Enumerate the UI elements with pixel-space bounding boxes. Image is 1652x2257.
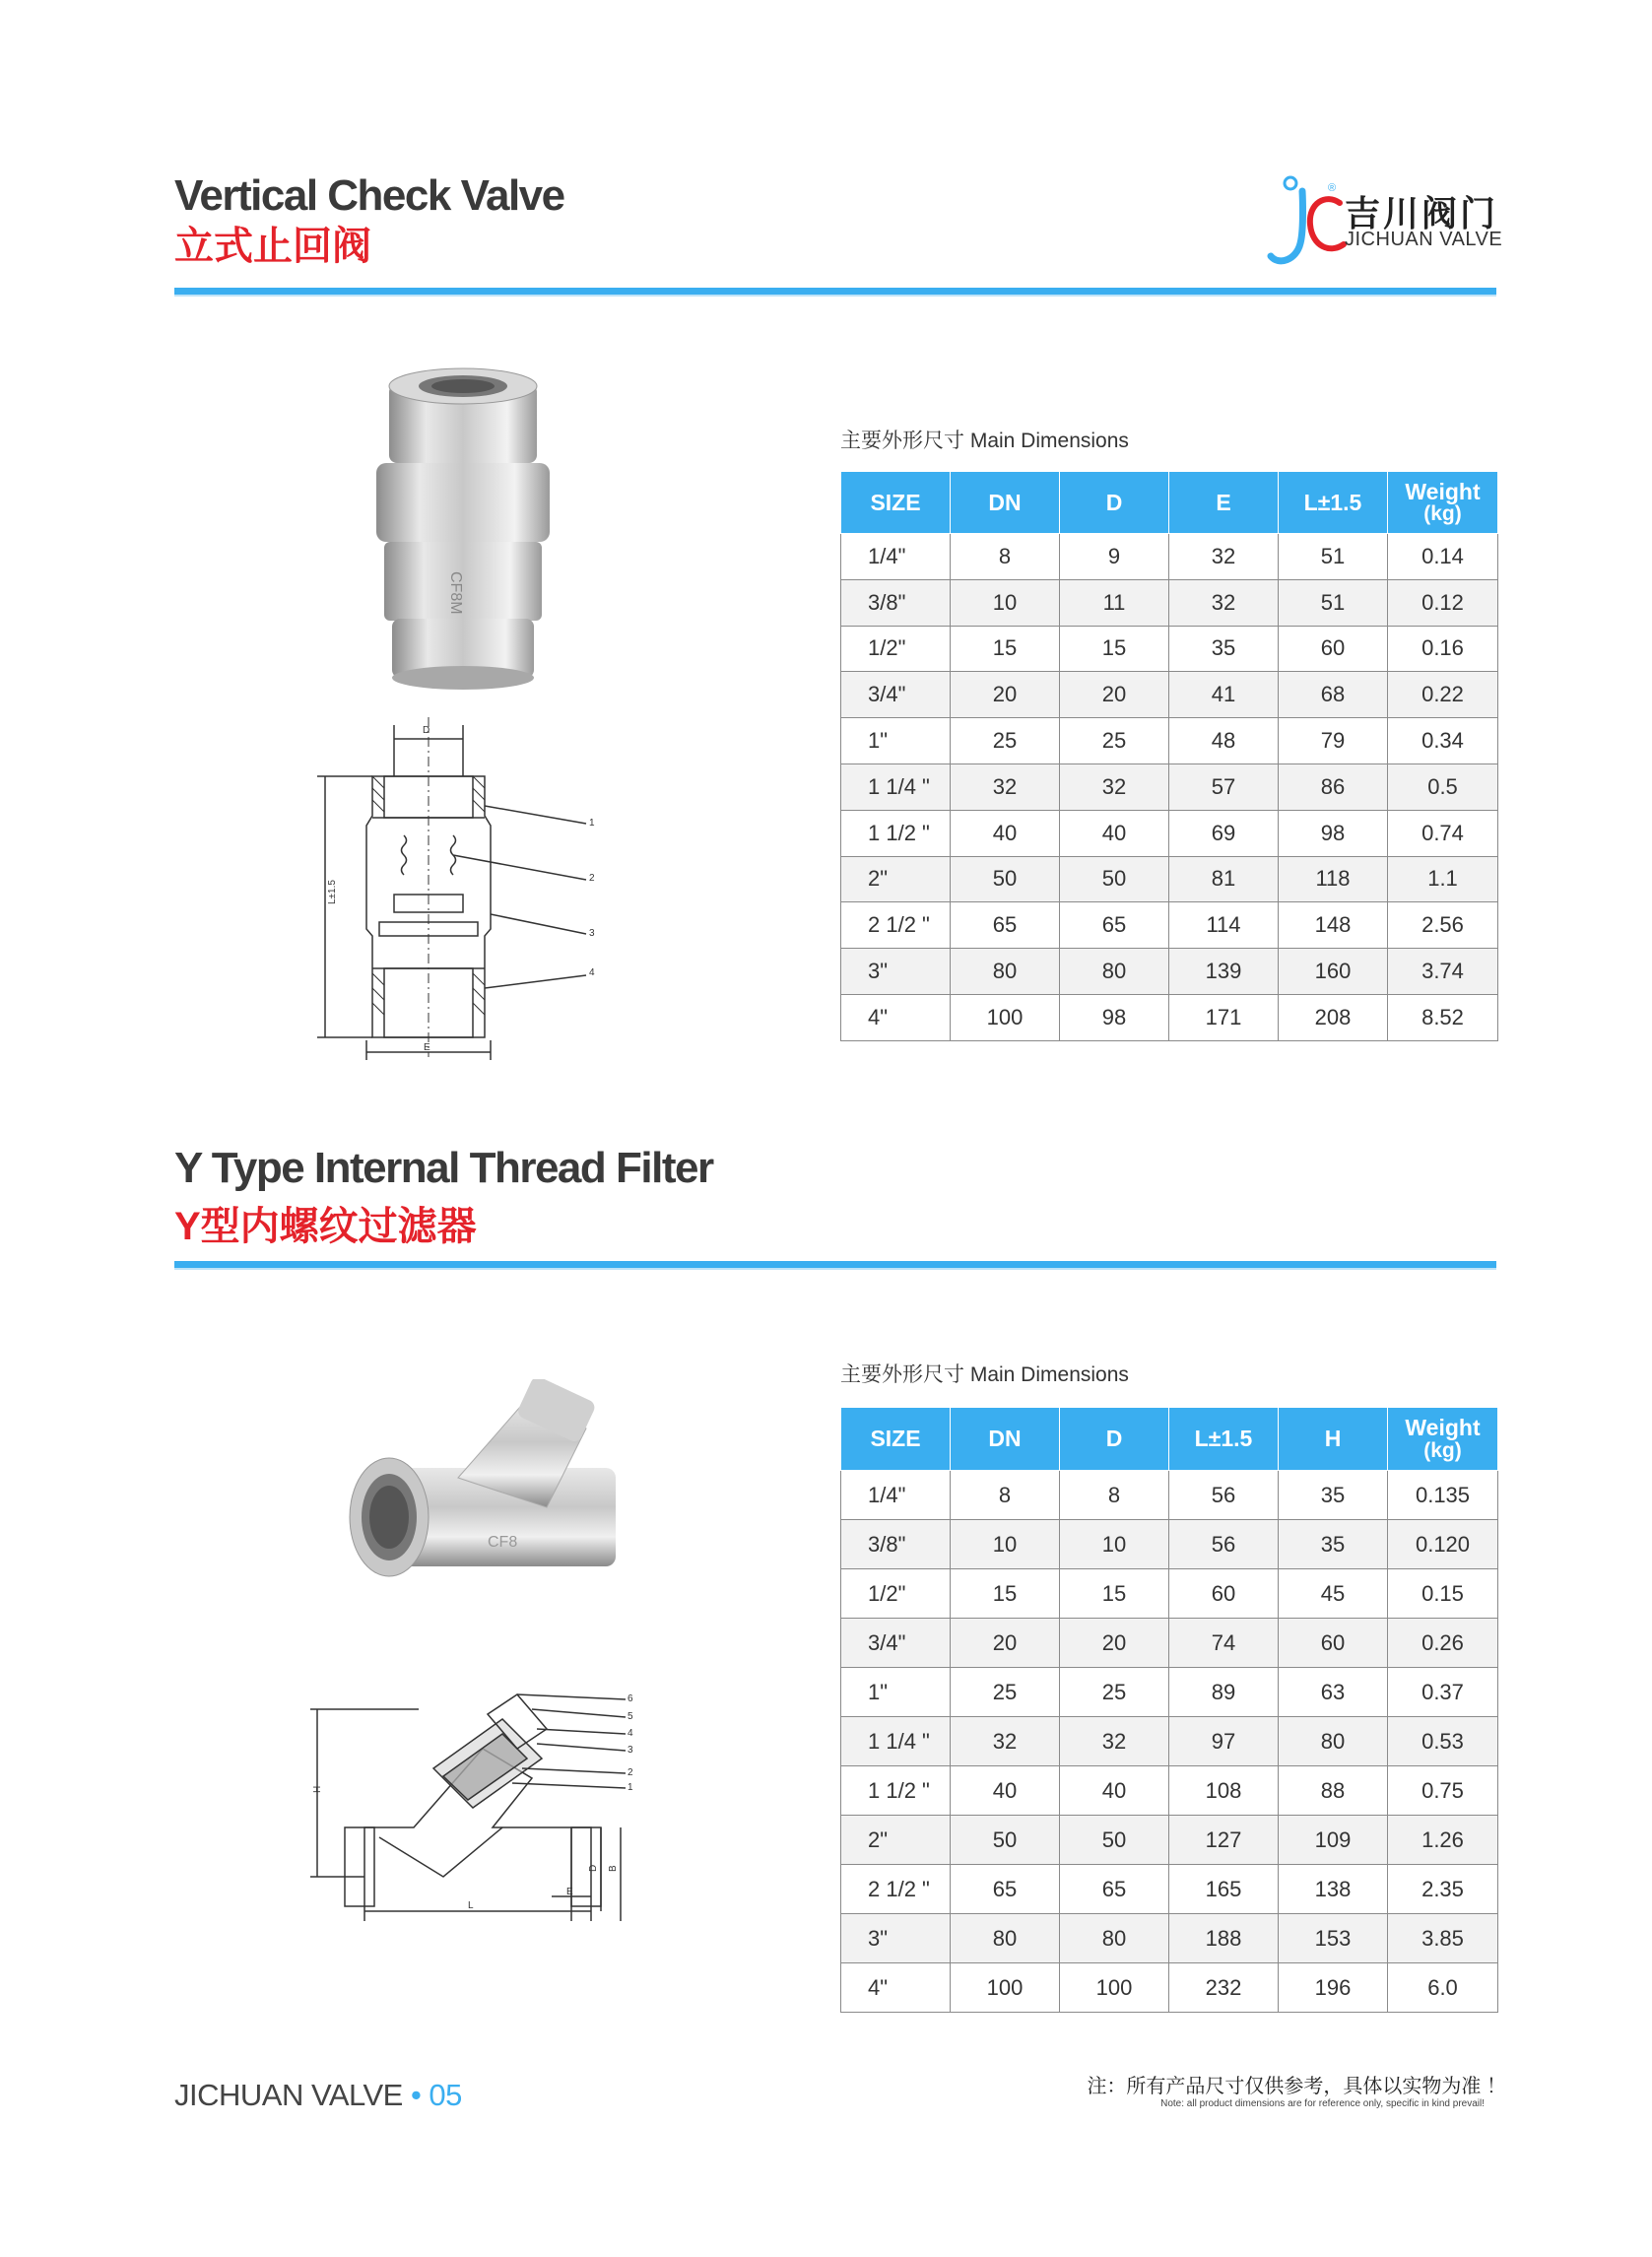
cell-weight: 3.85 [1388, 1914, 1498, 1963]
cell-weight: 6.0 [1388, 1963, 1498, 2013]
cell-3: 165 [1169, 1865, 1279, 1914]
cell-weight: 8.52 [1388, 994, 1498, 1040]
cell-d: 40 [1060, 810, 1169, 856]
cell-dn: 50 [951, 856, 1060, 902]
cell-dn: 25 [951, 718, 1060, 764]
cell-d: 80 [1060, 949, 1169, 995]
table-row [841, 1520, 1498, 1569]
cell-weight: 0.12 [1388, 579, 1498, 626]
cell-size: 4" [841, 1963, 951, 2013]
cell-weight: 0.5 [1388, 763, 1498, 810]
table-row [841, 763, 1498, 810]
cell-dn: 8 [951, 534, 1060, 580]
table-row [841, 994, 1498, 1040]
cell-d: 8 [1060, 1471, 1169, 1520]
cell-weight: 0.34 [1388, 718, 1498, 764]
cell-3: 56 [1169, 1520, 1279, 1569]
cell-size: 1/2" [841, 626, 951, 672]
section2-title-cn: Y型内螺纹过滤器 [174, 1205, 477, 1248]
table-header-row [841, 1408, 1498, 1471]
cell-3: 48 [1169, 718, 1279, 764]
cell-3: 139 [1169, 949, 1279, 995]
cell-d: 32 [1060, 763, 1169, 810]
col-header-dn: DN [951, 472, 1060, 534]
cell-3: 32 [1169, 534, 1279, 580]
cell-4: 68 [1279, 672, 1388, 718]
table-row [841, 1668, 1498, 1717]
brand-name-cn: 吉川阀门 [1345, 193, 1499, 233]
cell-size: 3/8" [841, 1520, 951, 1569]
cell-size: 3" [841, 1914, 951, 1963]
table-row [841, 579, 1498, 626]
cell-d: 15 [1060, 1569, 1169, 1619]
cell-weight: 0.15 [1388, 1569, 1498, 1619]
cell-dn: 65 [951, 1865, 1060, 1914]
table-row [841, 856, 1498, 902]
cell-size: 3/4" [841, 672, 951, 718]
drawing2-part-3: 3 [628, 1745, 633, 1756]
check-valve-photo [364, 365, 562, 699]
drawing1-part-1: 1 [589, 818, 595, 829]
section1-title-cn: 立式止回阀 [174, 225, 371, 268]
col-header-dn: DN [951, 1408, 1060, 1471]
cell-4: 118 [1279, 856, 1388, 902]
cell-d: 80 [1060, 1914, 1169, 1963]
col-header-d: D [1060, 1408, 1169, 1471]
drawing2-d-label: D [588, 1864, 599, 1872]
cell-size: 2 1/2 " [841, 902, 951, 949]
cell-3: 171 [1169, 994, 1279, 1040]
cell-4: 208 [1279, 994, 1388, 1040]
table-row [841, 902, 1498, 949]
cell-4: 60 [1279, 1619, 1388, 1668]
cell-size: 3/4" [841, 1619, 951, 1668]
drawing1-part-3: 3 [589, 928, 595, 939]
check-valve-drawing [315, 717, 621, 1062]
cell-d: 65 [1060, 902, 1169, 949]
cell-4: 45 [1279, 1569, 1388, 1619]
section2-divider [174, 1261, 1496, 1268]
cell-d: 98 [1060, 994, 1169, 1040]
cell-4: 79 [1279, 718, 1388, 764]
drawing2-part-5: 5 [628, 1711, 633, 1722]
table-row [841, 1717, 1498, 1766]
y-filter-photo [340, 1379, 635, 1606]
cell-4: 153 [1279, 1914, 1388, 1963]
footer-brand [174, 2080, 462, 2110]
cell-4: 35 [1279, 1471, 1388, 1520]
svg-text:CF8: CF8 [488, 1534, 518, 1551]
drawing1-l-label: L±1.5 [327, 880, 338, 904]
cell-d: 15 [1060, 626, 1169, 672]
footer-separator: • [410, 2078, 422, 2112]
cell-weight: 1.26 [1388, 1816, 1498, 1865]
cell-3: 69 [1169, 810, 1279, 856]
cell-4: 196 [1279, 1963, 1388, 2013]
table-row [841, 1569, 1498, 1619]
cell-3: 127 [1169, 1816, 1279, 1865]
cell-3: 108 [1169, 1766, 1279, 1816]
cell-size: 1/4" [841, 534, 951, 580]
table-row [841, 1471, 1498, 1520]
table-row [841, 1914, 1498, 1963]
col-header-d: D [1060, 472, 1169, 534]
drawing2-h-label: H [312, 1785, 323, 1793]
cell-weight: 0.135 [1388, 1471, 1498, 1520]
cell-dn: 40 [951, 810, 1060, 856]
cell-dn: 25 [951, 1668, 1060, 1717]
drawing2-l-label: L [468, 1900, 474, 1911]
cell-d: 40 [1060, 1766, 1169, 1816]
cell-size: 2" [841, 1816, 951, 1865]
cell-weight: 0.120 [1388, 1520, 1498, 1569]
cell-dn: 10 [951, 579, 1060, 626]
cell-d: 10 [1060, 1520, 1169, 1569]
cell-3: 56 [1169, 1471, 1279, 1520]
brand-name-en: JICHUAN VALVE [1345, 229, 1503, 250]
section1-divider [174, 288, 1496, 295]
cell-dn: 40 [951, 1766, 1060, 1816]
col-header-h: H [1279, 1408, 1388, 1471]
cell-3: 89 [1169, 1668, 1279, 1717]
cell-size: 1" [841, 1668, 951, 1717]
svg-text:®: ® [1328, 182, 1337, 194]
table-row [841, 1963, 1498, 2013]
cell-d: 25 [1060, 1668, 1169, 1717]
footer-note-en: Note: all product dimensions are for reference only, specific in kind prevail! [1160, 2098, 1485, 2109]
cell-3: 35 [1169, 626, 1279, 672]
col-header-l: L±1.5 [1169, 1408, 1279, 1471]
table-row [841, 718, 1498, 764]
cell-weight: 2.56 [1388, 902, 1498, 949]
table-row [841, 534, 1498, 580]
cell-4: 98 [1279, 810, 1388, 856]
cell-dn: 100 [951, 1963, 1060, 2013]
cell-4: 51 [1279, 579, 1388, 626]
cell-3: 41 [1169, 672, 1279, 718]
cell-weight: 0.14 [1388, 534, 1498, 580]
drawing2-part-4: 4 [628, 1728, 633, 1739]
cell-d: 9 [1060, 534, 1169, 580]
cell-dn: 20 [951, 1619, 1060, 1668]
table-row [841, 1816, 1498, 1865]
cell-dn: 100 [951, 994, 1060, 1040]
table-row [841, 810, 1498, 856]
drawing1-e-label: E [424, 1042, 430, 1053]
cell-size: 1" [841, 718, 951, 764]
cell-d: 100 [1060, 1963, 1169, 2013]
cell-dn: 8 [951, 1471, 1060, 1520]
cell-dn: 15 [951, 1569, 1060, 1619]
cell-3: 232 [1169, 1963, 1279, 2013]
drawing2-e-label: E [566, 1887, 573, 1897]
drawing1-d-label: D [423, 725, 430, 736]
cell-dn: 50 [951, 1816, 1060, 1865]
cell-d: 20 [1060, 1619, 1169, 1668]
cell-d: 65 [1060, 1865, 1169, 1914]
cell-weight: 0.26 [1388, 1619, 1498, 1668]
col-header-l: L±1.5 [1279, 472, 1388, 534]
cell-d: 50 [1060, 856, 1169, 902]
cell-size: 1 1/4 " [841, 763, 951, 810]
table-row [841, 1766, 1498, 1816]
section1-dimensions-table [840, 471, 1498, 1041]
cell-4: 86 [1279, 763, 1388, 810]
cell-size: 3/8" [841, 579, 951, 626]
cell-size: 1 1/2 " [841, 810, 951, 856]
cell-weight: 0.37 [1388, 1668, 1498, 1717]
cell-4: 138 [1279, 1865, 1388, 1914]
cell-size: 3" [841, 949, 951, 995]
cell-4: 60 [1279, 626, 1388, 672]
cell-dn: 32 [951, 1717, 1060, 1766]
cell-d: 32 [1060, 1717, 1169, 1766]
cell-d: 50 [1060, 1816, 1169, 1865]
cell-dn: 32 [951, 763, 1060, 810]
table-row [841, 672, 1498, 718]
table-row [841, 949, 1498, 995]
cell-dn: 15 [951, 626, 1060, 672]
cell-size: 1 1/4 " [841, 1717, 951, 1766]
cell-weight: 0.16 [1388, 626, 1498, 672]
cell-size: 2 1/2 " [841, 1865, 951, 1914]
cell-dn: 80 [951, 949, 1060, 995]
drawing2-part-1: 1 [628, 1782, 633, 1793]
section1-title-en: Vertical Check Valve [174, 171, 564, 220]
cell-3: 74 [1169, 1619, 1279, 1668]
cell-weight: 1.1 [1388, 856, 1498, 902]
cell-size: 1/4" [841, 1471, 951, 1520]
cell-d: 25 [1060, 718, 1169, 764]
cell-4: 109 [1279, 1816, 1388, 1865]
cell-dn: 20 [951, 672, 1060, 718]
section2-title-en: Y Type Internal Thread Filter [174, 1144, 713, 1192]
cell-4: 160 [1279, 949, 1388, 995]
col-header-weight: Weight (kg) [1388, 472, 1498, 534]
col-header-e: E [1169, 472, 1279, 534]
section2-dimensions-table [840, 1407, 1498, 2013]
cell-size: 1/2" [841, 1569, 951, 1619]
table-row [841, 626, 1498, 672]
table-row [841, 1619, 1498, 1668]
cell-3: 188 [1169, 1914, 1279, 1963]
cell-3: 60 [1169, 1569, 1279, 1619]
svg-text:CF8M: CF8M [447, 571, 464, 615]
cell-4: 80 [1279, 1717, 1388, 1766]
cell-weight: 0.75 [1388, 1766, 1498, 1816]
drawing1-part-4: 4 [589, 967, 595, 978]
cell-dn: 65 [951, 902, 1060, 949]
cell-size: 2" [841, 856, 951, 902]
y-filter-drawing [305, 1690, 645, 1921]
footer-brand-name: JICHUAN VALVE [174, 2078, 403, 2112]
cell-4: 88 [1279, 1766, 1388, 1816]
cell-3: 81 [1169, 856, 1279, 902]
cell-size: 4" [841, 994, 951, 1040]
cell-d: 11 [1060, 579, 1169, 626]
col-header-weight: Weight (kg) [1388, 1408, 1498, 1471]
cell-3: 97 [1169, 1717, 1279, 1766]
drawing1-part-2: 2 [589, 873, 595, 884]
drawing2-part-2: 2 [628, 1767, 633, 1778]
cell-3: 57 [1169, 763, 1279, 810]
cell-4: 63 [1279, 1668, 1388, 1717]
cell-weight: 3.74 [1388, 949, 1498, 995]
cell-weight: 0.53 [1388, 1717, 1498, 1766]
cell-weight: 2.35 [1388, 1865, 1498, 1914]
cell-weight: 0.22 [1388, 672, 1498, 718]
col-header-size: SIZE [841, 472, 951, 534]
section2-dimensions-caption: 主要外形尺寸 Main Dimensions [840, 1363, 1129, 1386]
drawing2-part-6: 6 [628, 1693, 633, 1704]
drawing2-b-label: B [608, 1865, 619, 1872]
cell-dn: 80 [951, 1914, 1060, 1963]
cell-size: 1 1/2 " [841, 1766, 951, 1816]
footer-note-cn: 注：所有产品尺寸仅供参考，具体以实物为准 ！ [1087, 2076, 1506, 2097]
section1-dimensions-caption: 主要外形尺寸 Main Dimensions [840, 430, 1129, 452]
col-header-size: SIZE [841, 1408, 951, 1471]
cell-d: 20 [1060, 672, 1169, 718]
table-row [841, 1865, 1498, 1914]
cell-4: 148 [1279, 902, 1388, 949]
cell-3: 32 [1169, 579, 1279, 626]
cell-dn: 10 [951, 1520, 1060, 1569]
cell-3: 114 [1169, 902, 1279, 949]
cell-4: 51 [1279, 534, 1388, 580]
cell-weight: 0.74 [1388, 810, 1498, 856]
cell-4: 35 [1279, 1520, 1388, 1569]
page-number: 05 [429, 2078, 462, 2112]
table-header-row [841, 472, 1498, 534]
